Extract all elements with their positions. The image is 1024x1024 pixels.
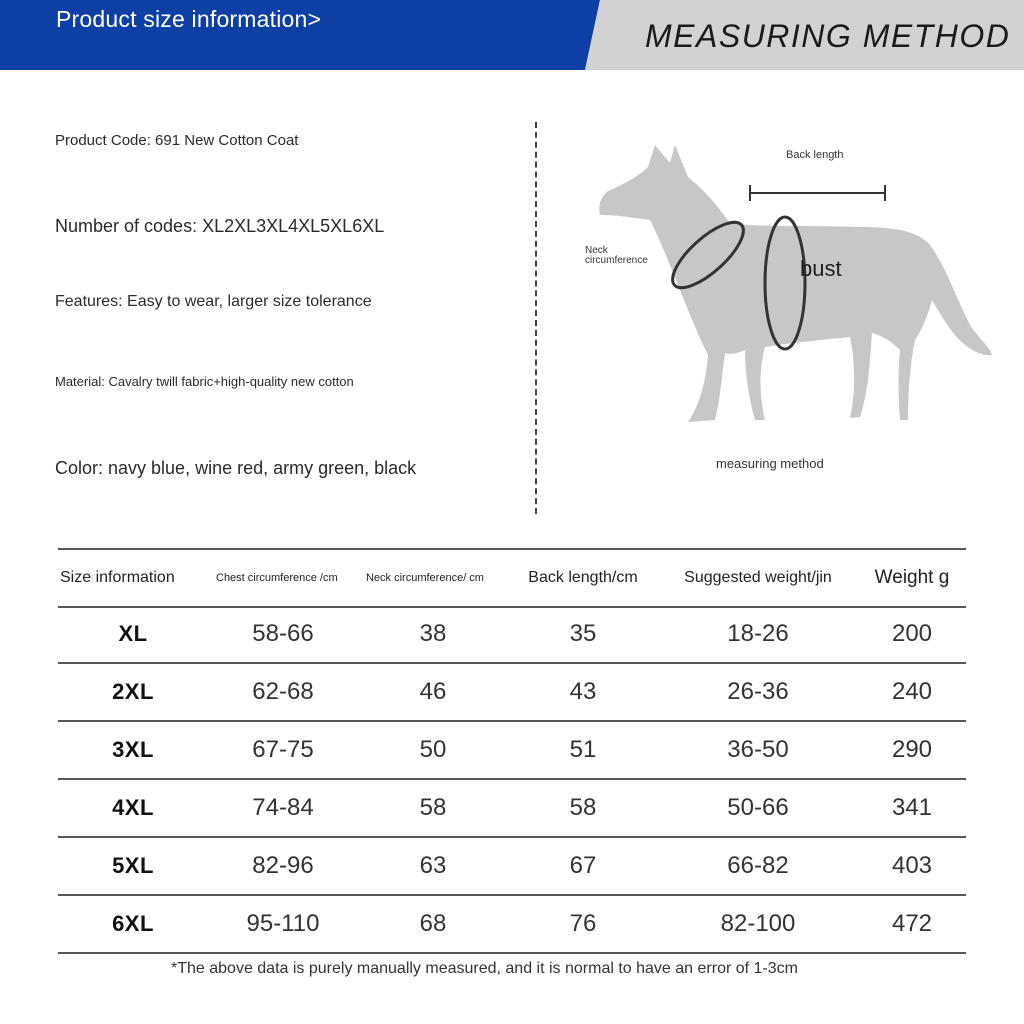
header-back-length: Back length/cm <box>528 569 638 586</box>
measuring-diagram <box>560 115 1010 485</box>
back-length-cell: 58 <box>569 794 597 821</box>
table-row <box>58 780 966 838</box>
neck-cell: 63 <box>419 852 447 879</box>
suggested-weight-cell: 66-82 <box>727 852 789 879</box>
header-size-information: Size information <box>60 569 175 586</box>
table-row <box>58 722 966 780</box>
back-length-label: Back length <box>786 149 844 161</box>
bust-label: bust <box>800 256 842 281</box>
weight-cell: 403 <box>891 852 933 879</box>
number-of-codes: Number of codes: XL2XL3XL4XL5XL6XL <box>55 216 385 236</box>
size-cell: 4XL <box>112 795 154 820</box>
neck-cell: 68 <box>419 910 447 937</box>
size-cell: 6XL <box>112 911 154 936</box>
back-length-cell: 51 <box>569 736 597 763</box>
weight-cell: 200 <box>891 620 933 647</box>
suggested-weight-cell: 36-50 <box>727 736 789 763</box>
suggested-weight-cell: 82-100 <box>720 910 796 937</box>
dog-silhouette-icon <box>560 115 1010 485</box>
table-row <box>58 664 966 722</box>
neck-cell: 58 <box>419 794 447 821</box>
neck-cell: 38 <box>419 620 447 647</box>
header-banner <box>0 0 1024 70</box>
chest-cell: 95-110 <box>246 910 320 937</box>
neck-cell: 50 <box>419 736 447 763</box>
back-length-cell: 35 <box>569 620 597 647</box>
header-suggested-weight: Suggested weight/jin <box>684 569 832 586</box>
back-length-cell: 43 <box>569 678 597 705</box>
chest-cell: 62-68 <box>252 678 314 705</box>
suggested-weight-cell: 26-36 <box>727 678 789 705</box>
weight-cell: 341 <box>891 794 933 821</box>
chest-cell: 82-96 <box>252 852 314 879</box>
weight-cell: 290 <box>891 736 933 763</box>
back-length-cell: 76 <box>569 910 597 937</box>
suggested-weight-cell: 50-66 <box>727 794 789 821</box>
neck-cell: 46 <box>419 678 447 705</box>
table-header-row <box>58 548 966 608</box>
back-length-cell: 67 <box>569 852 597 879</box>
table-row <box>58 838 966 896</box>
size-cell: 5XL <box>112 853 154 878</box>
table-row <box>58 606 966 664</box>
table-row <box>58 896 966 954</box>
suggested-weight-cell: 18-26 <box>727 620 789 647</box>
product-code: Product Code: 691 New Cotton Coat <box>55 132 299 149</box>
chest-cell: 67-75 <box>252 736 314 763</box>
size-cell: XL <box>118 621 148 646</box>
chest-cell: 74-84 <box>252 794 314 821</box>
product-size-information-title: Product size information> <box>56 6 322 32</box>
measuring-method-title: MEASURING METHOD <box>645 18 1011 54</box>
measuring-method-caption: measuring method <box>716 456 824 471</box>
size-cell: 2XL <box>112 679 154 704</box>
header-neck-circumference: Neck circumference/ cm <box>366 571 484 584</box>
material: Material: Cavalry twill fabric+high-quality new cotton <box>55 374 354 389</box>
features: Features: Easy to wear, larger size tolerance <box>55 293 372 310</box>
color-options: Color: navy blue, wine red, army green, black <box>55 458 417 478</box>
weight-cell: 472 <box>891 910 933 937</box>
header-chest-circumference: Chest circumference /cm <box>216 571 338 584</box>
neck-circumference-label: Neck circumference <box>585 245 648 266</box>
dashed-divider <box>535 122 537 514</box>
measurement-footnote: *The above data is purely manually measured, and it is normal to have an error of 1-3cm <box>171 960 798 977</box>
chest-cell: 58-66 <box>252 620 314 647</box>
weight-cell: 240 <box>891 678 933 705</box>
header-weight-g: Weight g <box>874 567 950 588</box>
size-cell: 3XL <box>112 737 154 762</box>
